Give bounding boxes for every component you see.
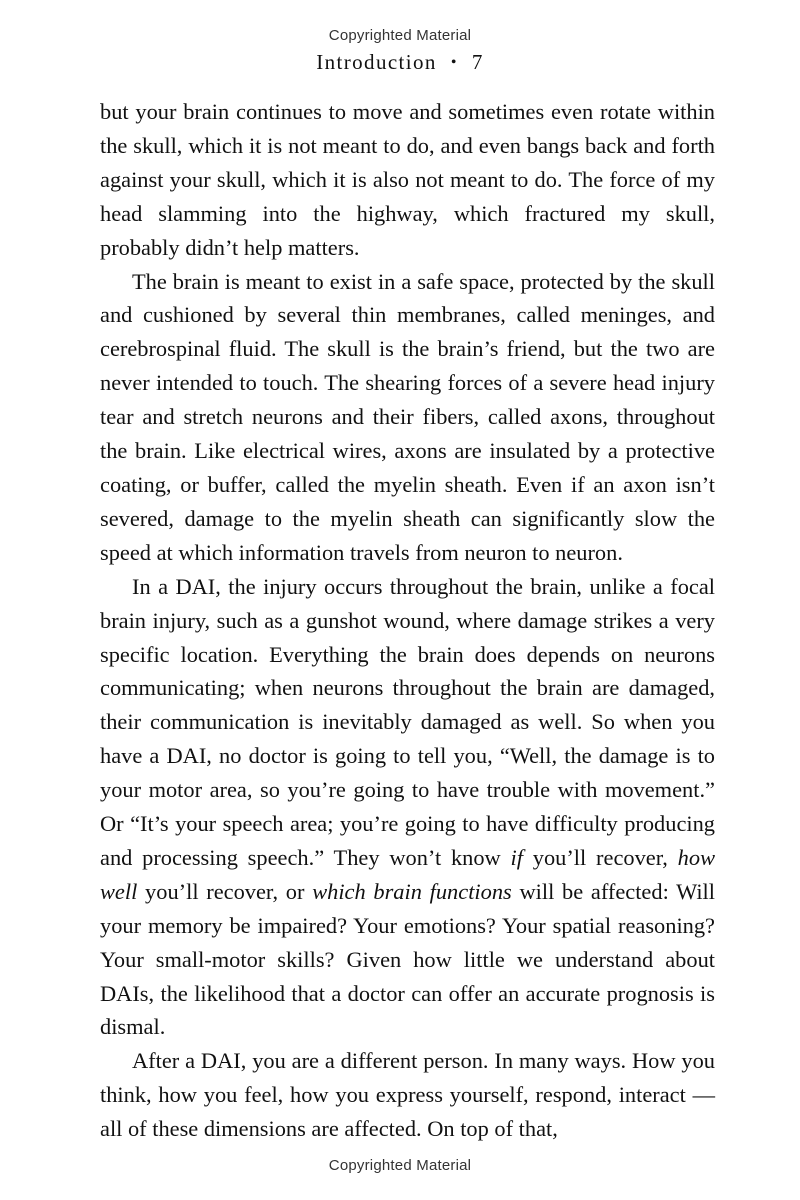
emphasis-how-well: how well xyxy=(100,844,715,904)
page-number: 7 xyxy=(471,50,484,74)
paragraph-3-text-d: will be affected: Will your memory be impaired? Your emotions? Your spatial reasoning? Your small-motor skills? Given how little we understand about DAIs, the likelihood that a doctor can offer an accurate prognosis is dismal. xyxy=(100,878,716,1040)
paragraph-4: After a DAI, you are a different person. In many ways. How you think, how you feel, how you express yourself, respond, interact — all of these dimensions are affected. On top of that, xyxy=(100,1048,715,1142)
emphasis-if: if xyxy=(510,844,523,870)
paragraph-3 xyxy=(100,570,715,1045)
header-separator: • xyxy=(450,54,458,71)
paragraph-1: but your brain continues to move and sometimes even rotate within the skull, which it is not meant to do, and even bangs back and forth against your skull, which it is also not meant to do. The force of my head slamming into the highway, which fractured my skull, probably didn’t help matters. xyxy=(100,99,715,260)
paragraph-2: The brain is meant to exist in a safe space, protected by the skull and cushioned by several thin membranes, called meninges, and cerebrospinal fluid. The skull is the brain’s friend, but the two are never intended to touch. The shearing forces of a severe head injury tear and stretch neurons and their fibers, called axons, throughout the brain. Like electrical wires, axons are insulated by a protective coating, or buffer, called the myelin sheath. Even if an axon isn’t severed, damage to the myelin sheath can significantly slow the speed at which information travels from neuron to neuron. xyxy=(100,268,715,565)
copyright-watermark-top: Copyrighted Material xyxy=(328,27,472,44)
paragraph-3-text-a: In a DAI, the injury occurs throughout the brain, unlike a focal brain injury, such as a gunshot wound, where damage strikes a very specific location. Everything the brain does depends on neurons communicating; when neurons throughout the brain are damaged, their communication is inevitably damaged as well. So when you have a DAI, no doctor is going to tell you, “Well, the damage is to your motor area, so you’re going to have trouble with movement.” Or “It’s your speech area; you’re going to have difficulty producing and processing speech.” They won’t know xyxy=(100,573,715,870)
running-header xyxy=(0,50,800,75)
copyright-watermark-bottom: Copyrighted Material xyxy=(328,1157,472,1174)
emphasis-which-brain-functions: which brain functions xyxy=(312,878,512,904)
paragraph-3-text-c: you’ll recover, or xyxy=(137,878,313,904)
paragraph-3-text-b: you’ll recover, xyxy=(522,844,678,870)
body-text xyxy=(100,95,715,1146)
chapter-title: Introduction xyxy=(316,50,437,74)
